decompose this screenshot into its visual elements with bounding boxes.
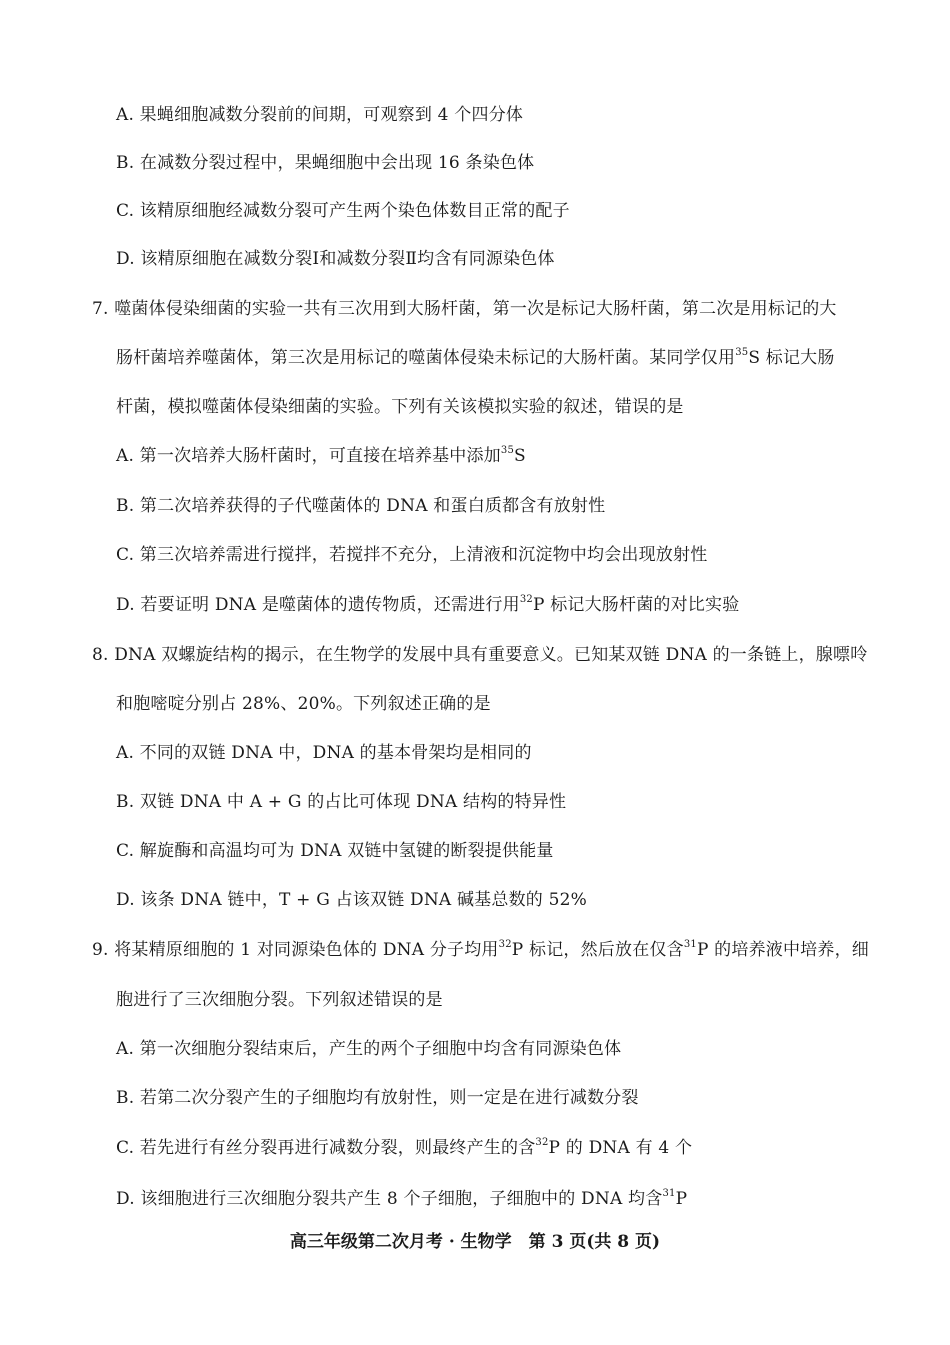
q9-isotope-31: 31 bbox=[683, 939, 697, 950]
q6-option-b: B. 在减数分裂过程中，果蝇细胞中会出现 16 条染色体 bbox=[116, 153, 535, 173]
q7-option-a-post: S bbox=[514, 446, 526, 466]
q8-stem-line-1: 8. DNA 双螺旋结构的揭示，在生物学的发展中具有重要意义。已知某双链 DNA 的一条链上，腺嘌呤 bbox=[92, 645, 868, 665]
q9-stem-line-1 bbox=[92, 938, 869, 962]
q7-option-d bbox=[116, 593, 739, 617]
q9-stem-line-1-mid: P 标记，然后放在仅含 bbox=[511, 940, 684, 960]
q9-stem-line-2: 胞进行了三次细胞分裂。下列叙述错误的是 bbox=[116, 990, 443, 1010]
q7-stem-line-1: 7. 噬菌体侵染细菌的实验一共有三次用到大肠杆菌，第一次是标记大肠杆菌，第二次是用标记的大 bbox=[92, 299, 837, 319]
q9-option-a: A. 第一次细胞分裂结束后，产生的两个子细胞中均含有同源染色体 bbox=[116, 1039, 622, 1059]
q7-option-a-pre: A. 第一次培养大肠杆菌时，可直接在培养基中添加 bbox=[116, 446, 501, 466]
q9-option-d bbox=[116, 1187, 687, 1211]
q7-option-c: C. 第三次培养需进行搅拌，若搅拌不充分，上清液和沉淀物中均会出现放射性 bbox=[116, 545, 708, 565]
q7-option-d-pre: D. 若要证明 DNA 是噬菌体的遗传物质，还需进行用 bbox=[116, 595, 520, 615]
q9-stem-line-1-pre: 9. 将某精原细胞的 1 对同源染色体的 DNA 分子均用 bbox=[92, 940, 499, 960]
q9-option-c-isotope: 32 bbox=[535, 1137, 549, 1148]
page-footer: 高三年级第二次月考 · 生物学 第 3 页(共 8 页) bbox=[289, 1232, 661, 1252]
q8-option-b: B. 双链 DNA 中 A + G 的占比可体现 DNA 结构的特异性 bbox=[116, 792, 567, 812]
q9-option-c bbox=[116, 1136, 692, 1160]
q9-isotope-32: 32 bbox=[498, 939, 512, 950]
q8-option-c: C. 解旋酶和高温均可为 DNA 双链中氢键的断裂提供能量 bbox=[116, 841, 554, 861]
q7-option-a-isotope: 35 bbox=[500, 445, 515, 456]
q6-option-d: D. 该精原细胞在减数分裂Ⅰ和减数分裂Ⅱ均含有同源染色体 bbox=[116, 249, 555, 269]
q9-option-d-pre: D. 该细胞进行三次细胞分裂共产生 8 个子细胞，子细胞中的 DNA 均含 bbox=[116, 1189, 663, 1209]
q7-option-d-isotope: 32 bbox=[519, 594, 533, 605]
q7-option-b: B. 第二次培养获得的子代噬菌体的 DNA 和蛋白质都含有放射性 bbox=[116, 496, 606, 516]
q7-stem-line-3: 杆菌，模拟噬菌体侵染细菌的实验。下列有关该模拟实验的叙述，错误的是 bbox=[116, 397, 684, 417]
q7-option-a bbox=[116, 444, 526, 468]
q9-stem-line-1-post: P 的培养液中培养，细 bbox=[696, 940, 869, 960]
q7-option-d-post: P 标记大肠杆菌的对比实验 bbox=[532, 595, 740, 615]
q9-option-d-isotope: 31 bbox=[662, 1188, 676, 1199]
q9-option-c-post: P 的 DNA 有 4 个 bbox=[548, 1138, 693, 1158]
q8-option-d: D. 该条 DNA 链中，T + G 占该双链 DNA 碱基总数的 52% bbox=[116, 890, 587, 910]
q7-isotope-35: 35 bbox=[735, 347, 749, 358]
q6-option-c: C. 该精原细胞经减数分裂可产生两个染色体数目正常的配子 bbox=[116, 201, 570, 221]
q6-option-a: A. 果蝇细胞减数分裂前的间期，可观察到 4 个四分体 bbox=[116, 105, 524, 125]
q9-option-d-post: P bbox=[675, 1189, 688, 1209]
q8-option-a: A. 不同的双链 DNA 中，DNA 的基本骨架均是相同的 bbox=[116, 743, 532, 763]
q9-option-b: B. 若第二次分裂产生的子细胞均有放射性，则一定是在进行减数分裂 bbox=[116, 1088, 639, 1108]
q7-stem-line-2-pre: 肠杆菌培养噬菌体，第三次是用标记的噬菌体侵染未标记的大肠杆菌。某同学仅用 bbox=[116, 348, 736, 368]
q8-stem-line-2: 和胞嘧啶分别占 28%、20%。下列叙述正确的是 bbox=[116, 694, 491, 714]
q7-stem-line-2 bbox=[116, 346, 835, 370]
q9-option-c-pre: C. 若先进行有丝分裂再进行减数分裂，则最终产生的含 bbox=[116, 1138, 536, 1158]
q7-stem-line-2-post: S 标记大肠 bbox=[748, 348, 835, 368]
